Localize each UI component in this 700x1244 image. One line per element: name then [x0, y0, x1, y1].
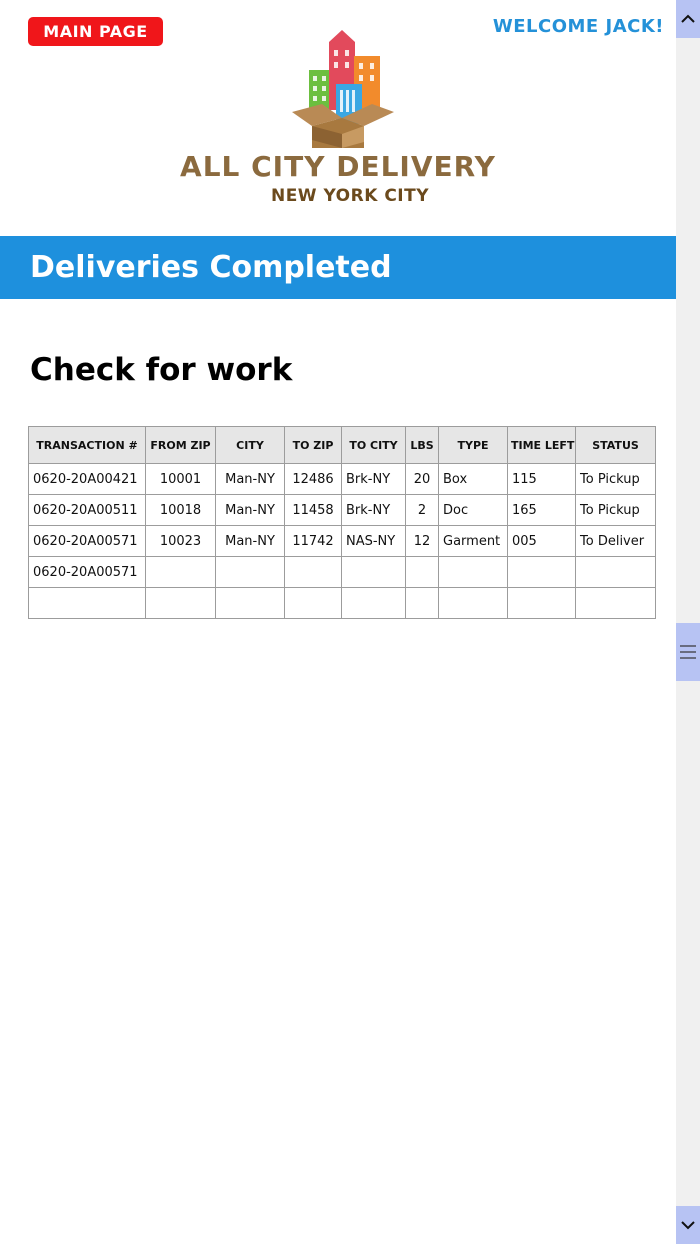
table-cell: 10018 — [146, 495, 216, 526]
table-cell: 165 — [508, 495, 576, 526]
work-table — [28, 426, 656, 619]
table-cell — [576, 557, 656, 588]
table-cell: Brk-NY — [342, 495, 406, 526]
table-cell — [406, 557, 439, 588]
scroll-down-button[interactable] — [676, 1206, 700, 1244]
column-header: CITY — [216, 427, 285, 464]
column-header: TO ZIP — [285, 427, 342, 464]
table-cell: NAS-NY — [342, 526, 406, 557]
time-left-alert: 005 — [508, 526, 576, 557]
transaction-link[interactable]: 0620-20A00571 — [29, 526, 146, 557]
brand-subtitle: NEW YORK CITY — [270, 186, 430, 206]
table-cell — [342, 557, 406, 588]
section-title: Check for work — [30, 352, 293, 388]
table-cell — [285, 557, 342, 588]
brand-title: ALL CITY DELIVERY — [180, 150, 496, 183]
table-cell — [508, 557, 576, 588]
table-cell: 115 — [508, 464, 576, 495]
table-cell: 20 — [406, 464, 439, 495]
table-cell: Box — [439, 464, 508, 495]
table-cell — [576, 588, 656, 619]
table-cell — [285, 588, 342, 619]
chevron-up-icon — [680, 14, 696, 24]
table-cell — [439, 557, 508, 588]
scroll-thumb[interactable] — [676, 623, 700, 681]
table-cell: To Deliver — [576, 526, 656, 557]
table-cell: 11742 — [285, 526, 342, 557]
column-header: TYPE — [439, 427, 508, 464]
table-cell — [439, 588, 508, 619]
chevron-down-icon — [680, 1220, 696, 1230]
table-cell — [406, 588, 439, 619]
table-cell: 12486 — [285, 464, 342, 495]
table-cell — [508, 588, 576, 619]
table-cell: 2 — [406, 495, 439, 526]
table-cell: 11458 — [285, 495, 342, 526]
table-cell: Garment — [439, 526, 508, 557]
table-cell — [216, 588, 285, 619]
welcome-message: WELCOME JACK! — [492, 16, 664, 37]
table-cell — [29, 588, 146, 619]
column-header: FROM ZIP — [146, 427, 216, 464]
column-header: LBS — [406, 427, 439, 464]
column-header: TIME LEFT — [508, 427, 576, 464]
table-cell: To Pickup — [576, 464, 656, 495]
banner-title: Deliveries Completed — [30, 250, 392, 285]
main-page-button[interactable]: MAIN PAGE — [28, 17, 163, 46]
table-cell: Doc — [439, 495, 508, 526]
table-cell: Man-NY — [216, 464, 285, 495]
column-header: STATUS — [576, 427, 656, 464]
table-cell — [146, 557, 216, 588]
table-cell — [342, 588, 406, 619]
table-cell — [216, 557, 285, 588]
vertical-scrollbar[interactable] — [676, 0, 700, 1244]
table-row — [29, 526, 656, 557]
transaction-link[interactable]: 0620-20A00511 — [29, 495, 146, 526]
table-cell: Brk-NY — [342, 464, 406, 495]
transaction-link[interactable]: 0620-20A00421 — [29, 464, 146, 495]
table-cell: 12 — [406, 526, 439, 557]
table-cell: To Pickup — [576, 495, 656, 526]
table-row — [29, 557, 656, 588]
table-row — [29, 464, 656, 495]
table-row — [29, 495, 656, 526]
table-header-row — [29, 427, 656, 464]
column-header: TO CITY — [342, 427, 406, 464]
page-banner — [0, 236, 676, 299]
scroll-up-button[interactable] — [676, 0, 700, 38]
table-cell: 10023 — [146, 526, 216, 557]
hamburger-grip-icon — [679, 643, 697, 661]
logo-icon — [282, 30, 402, 148]
table-row — [29, 588, 656, 619]
column-header: TRANSACTION # — [29, 427, 146, 464]
table-cell: Man-NY — [216, 526, 285, 557]
transaction-link[interactable]: 0620-20A00571 — [29, 557, 146, 588]
table-cell: 10001 — [146, 464, 216, 495]
table-cell — [146, 588, 216, 619]
table-cell: Man-NY — [216, 495, 285, 526]
